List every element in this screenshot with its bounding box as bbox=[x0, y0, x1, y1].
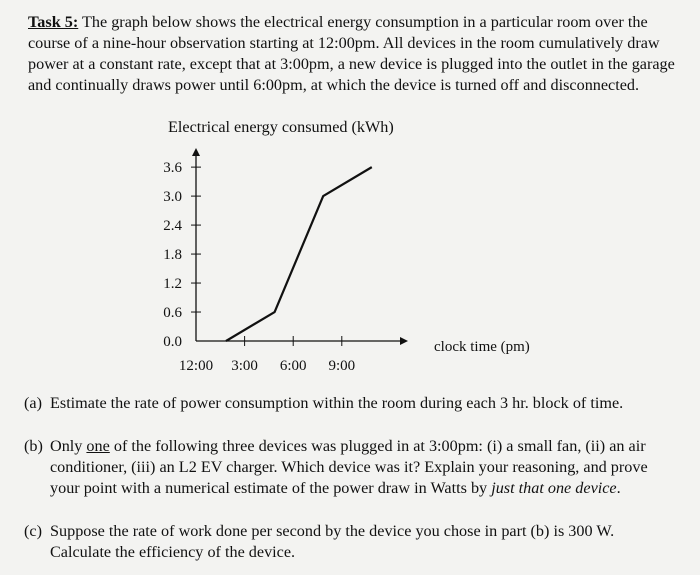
x-tick-label: 12:00 bbox=[178, 358, 214, 374]
x-tick-label: 3:00 bbox=[231, 358, 258, 374]
question-b-text bbox=[50, 436, 674, 499]
x-axis-label: clock time (pm) bbox=[434, 339, 530, 355]
question-c bbox=[24, 521, 674, 563]
question-c-label: (c) bbox=[24, 522, 42, 540]
task-intro-text: The graph below shows the electrical energy consumption in a particular room over the course of a nine-hour observation starting at 12:00pm. All devices in the room cumulatively draw power at a constant rate, except that at 3:00pm, a new device is plugged into the outlet in the garage and continually draws power until 6:00pm, at which the device is turned off and disconnected. bbox=[28, 13, 675, 94]
y-tick-label: 1.2 bbox=[163, 276, 182, 293]
x-tick-label: 6:00 bbox=[279, 358, 307, 374]
y-tick-label: 3.0 bbox=[163, 189, 182, 206]
question-b bbox=[24, 436, 674, 499]
question-b-post: . bbox=[616, 479, 621, 497]
question-b-emphasis: one bbox=[86, 437, 110, 455]
y-tick-label: 1.8 bbox=[163, 247, 182, 264]
question-a-label: (a) bbox=[24, 394, 42, 412]
y-tick-label: 0.6 bbox=[163, 305, 182, 322]
question-a-text: Estimate the rate of power consumption within the room during each 3 hr. block of time. bbox=[50, 394, 624, 412]
question-a bbox=[24, 393, 674, 414]
y-tick-label: 0.0 bbox=[163, 334, 182, 350]
question-b-mid: of the following three devices was plugged in at 3:00pm: (i) a small fan, (ii) an air conditioner, (iii) an L2 EV charger. Which device was it? Explain your reasoning, and prove your point with a numerical estimate of the power draw in Watts by bbox=[50, 437, 648, 497]
y-axis-arrow bbox=[192, 148, 200, 156]
y-tick-label: 3.6 bbox=[163, 160, 182, 177]
task-label: Task 5: bbox=[28, 13, 79, 31]
energy-line bbox=[226, 167, 372, 341]
question-b-label: (b) bbox=[24, 437, 43, 455]
x-axis-arrow bbox=[400, 337, 408, 345]
x-tick-label: 9:00 bbox=[328, 358, 356, 374]
question-c-text: Suppose the rate of work done per second by the device you chose in part (b) is 300 W. Calculate the efficiency of the device. bbox=[50, 522, 615, 561]
question-b-italic: just that one device bbox=[491, 479, 617, 497]
question-b-pre: Only bbox=[50, 437, 87, 455]
y-tick-label: 2.4 bbox=[163, 218, 182, 235]
chart-title: Electrical energy consumed (kWh) bbox=[168, 118, 394, 136]
